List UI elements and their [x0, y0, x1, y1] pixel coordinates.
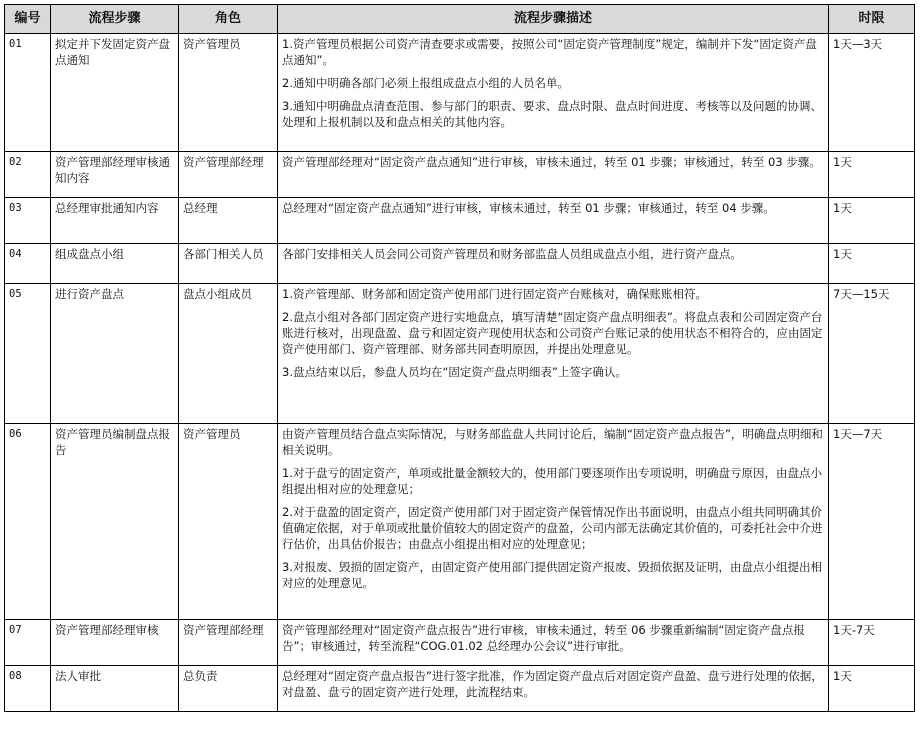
step-number: 07: [5, 620, 51, 666]
description-paragraph: 2.对于盘盈的固定资产，固定资产使用部门对于固定资产保管情况作出书面说明，由盘点小组共同明确其价值确定依据，对于单项或批量价值较大的固定资产的盘盈，公司内部无法确定其价值的，可委托社会中介进行估价，出具估价报告；由盘点小组提出相对应的处理意见；: [282, 505, 823, 551]
description-paragraph: 资产管理部经理对“固定资产盘点通知”进行审核，审核未通过，转至 01 步骤；审核通过，转至 03 步骤。: [282, 155, 821, 169]
header-role: 角色: [179, 5, 278, 34]
table-row: [5, 424, 915, 620]
step-role: 资产管理员: [179, 424, 278, 620]
step-number: 06: [5, 424, 51, 620]
step-time-limit: 1天—7天: [829, 424, 915, 620]
description-paragraph: 2.通知中明确各部门必须上报组成盘点小组的人员名单。: [282, 76, 569, 90]
step-number: 03: [5, 198, 51, 244]
table-row: [5, 244, 915, 284]
table-row: [5, 620, 915, 666]
step-role: 盘点小组成员: [179, 284, 278, 424]
step-description: [278, 152, 829, 198]
step-role: 各部门相关人员: [179, 244, 278, 284]
step-description: [278, 620, 829, 666]
header-number: 编号: [5, 5, 51, 34]
step-number: 05: [5, 284, 51, 424]
step-role: 资产管理部经理: [179, 620, 278, 666]
step-role: 总经理: [179, 198, 278, 244]
step-time-limit: 1天: [829, 198, 915, 244]
step-role: 资产管理员: [179, 34, 278, 152]
description-paragraph: 3.对报废、毁损的固定资产，由固定资产使用部门提供固定资产报废、毁损依据及证明，由盘点小组提出相对应的处理意见。: [282, 560, 822, 590]
step-name: 进行资产盘点: [51, 284, 179, 424]
description-paragraph: 1.对于盘亏的固定资产，单项或批量金额较大的，使用部门要逐项作出专项说明，明确盘亏原因，由盘点小组提出相对应的处理意见；: [282, 466, 822, 496]
description-paragraph: 1.资产管理员根据公司资产清查要求或需要，按照公司“固定资产管理制度”规定，编制并下发“固定资产盘点通知”。: [282, 37, 817, 67]
header-row: [5, 5, 915, 34]
step-name: 资产管理部经理审核通知内容: [51, 152, 179, 198]
step-name: 拟定并下发固定资产盘点通知: [51, 34, 179, 152]
description-paragraph: 1.资产管理部、财务部和固定资产使用部门进行固定资产台账核对，确保账账相符。: [282, 287, 707, 301]
step-description: [278, 666, 829, 712]
step-number: 04: [5, 244, 51, 284]
step-name: 资产管理部经理审核: [51, 620, 179, 666]
header-step: 流程步骤: [51, 5, 179, 34]
step-description: [278, 424, 829, 620]
step-role: 总负责: [179, 666, 278, 712]
step-description: [278, 284, 829, 424]
description-paragraph: 3.通知中明确盘点清查范围、参与部门的职责、要求、盘点时限、盘点时间进度、考核等以及问题的协调、处理和上报机制以及和盘点相关的其他内容。: [282, 99, 822, 129]
description-paragraph: 总经理对“固定资产盘点通知”进行审核，审核未通过，转至 01 步骤；审核通过，转至 04 步骤。: [282, 201, 775, 215]
step-number: 08: [5, 666, 51, 712]
step-role: 资产管理部经理: [179, 152, 278, 198]
description-paragraph: 各部门安排相关人员会同公司资产管理员和财务部监盘人员组成盘点小组，进行资产盘点。: [282, 247, 742, 261]
table-row: [5, 152, 915, 198]
step-time-limit: 1天: [829, 244, 915, 284]
description-paragraph: 3.盘点结束以后，参盘人员均在“固定资产盘点明细表”上签字确认。: [282, 365, 627, 379]
header-time-limit: 时限: [829, 5, 915, 34]
step-name: 组成盘点小组: [51, 244, 179, 284]
table-row: [5, 198, 915, 244]
step-description: [278, 34, 829, 152]
step-number: 01: [5, 34, 51, 152]
step-name: 法人审批: [51, 666, 179, 712]
step-name: 资产管理员编制盘点报告: [51, 424, 179, 620]
step-description: [278, 198, 829, 244]
description-paragraph: 总经理对“固定资产盘点报告”进行签字批准，作为固定资产盘点后对固定资产盘盈、盘亏进行处理的依据，对盘盈、盘亏的固定资产进行处理，此流程结束。: [282, 669, 823, 699]
step-time-limit: 1天-7天: [829, 620, 915, 666]
step-time-limit: 1天: [829, 666, 915, 712]
step-time-limit: 7天—15天: [829, 284, 915, 424]
description-paragraph: 资产管理部经理对“固定资产盘点报告”进行审核，审核未通过，转至 06 步骤重新编制“固定资产盘点报告”；审核通过，转至流程“COG.01.02 总经理办公会议”进行审批。: [282, 623, 805, 653]
description-paragraph: 2.盘点小组对各部门固定资产进行实地盘点，填写清楚“固定资产盘点明细表”。将盘点表和公司固定资产台账进行核对，出现盘盈、盘亏和固定资产现使用状态和公司资产台账记录的使用状态不相符合的，应由固定资产使用部门、资产管理部、财务部共同查明原因，并提出处理意见。: [282, 310, 823, 356]
step-time-limit: 1天: [829, 152, 915, 198]
step-time-limit: 1天—3天: [829, 34, 915, 152]
table-row: [5, 666, 915, 712]
step-name: 总经理审批通知内容: [51, 198, 179, 244]
table-row: [5, 34, 915, 152]
process-table: [4, 4, 915, 712]
step-description: [278, 244, 829, 284]
header-description: 流程步骤描述: [278, 5, 829, 34]
table-row: [5, 284, 915, 424]
description-paragraph: 由资产管理员结合盘点实际情况，与财务部监盘人共同讨论后，编制“固定资产盘点报告”，明确盘点明细和相关说明。: [282, 427, 823, 457]
step-number: 02: [5, 152, 51, 198]
